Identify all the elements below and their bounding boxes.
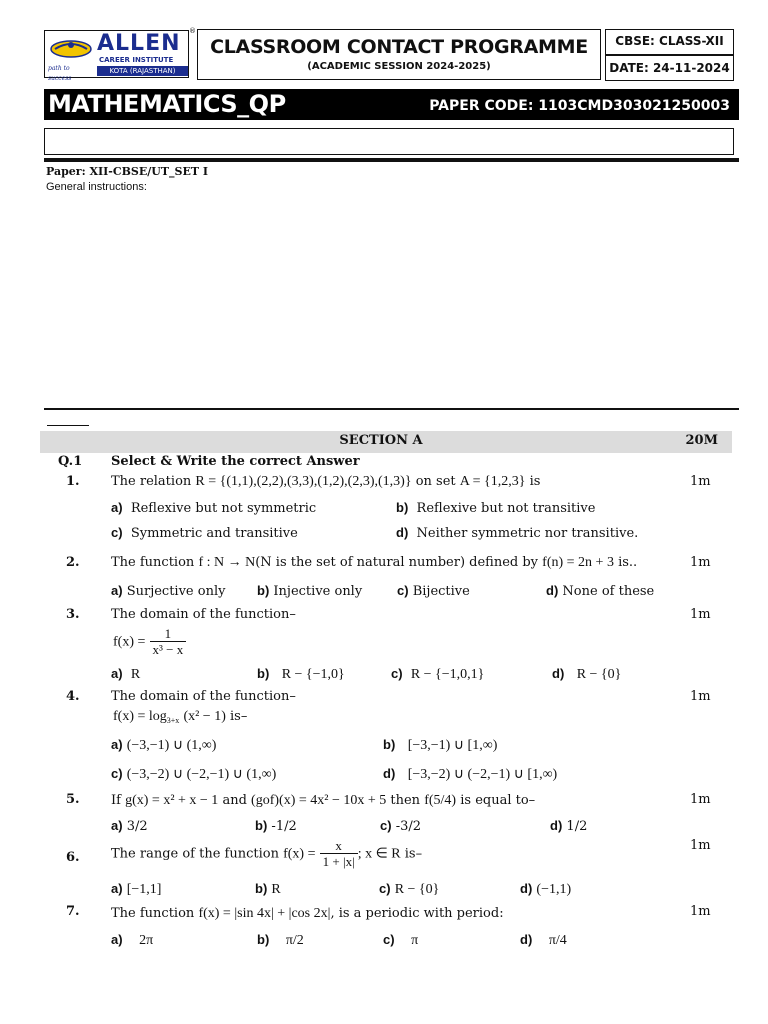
option (396, 500, 595, 516)
option-label: b) (257, 583, 270, 598)
stem-text: is.. (618, 555, 638, 570)
option-label: d) (552, 666, 565, 681)
question-stem: The domain of the function– (111, 689, 296, 704)
question-number: 1. (66, 474, 80, 489)
option (111, 583, 225, 599)
question-marks: 1m (690, 474, 711, 489)
option-label: b) (257, 932, 270, 947)
option-label: a) (111, 881, 123, 896)
option (546, 583, 654, 599)
option (383, 737, 497, 754)
option-text: R − {0} (394, 882, 440, 897)
paper-code: PAPER CODE: 1103CMD303021250003 (429, 98, 730, 114)
option (111, 818, 148, 834)
option-label: a) (111, 932, 123, 947)
subject-title: MATHEMATICS_QP (48, 90, 286, 118)
option (111, 500, 316, 516)
option (257, 666, 345, 683)
option-label: b) (383, 737, 396, 752)
question-stem (111, 474, 540, 490)
question-number: 7. (66, 904, 80, 919)
option (397, 583, 470, 599)
option-label: a) (111, 737, 123, 752)
option-label: c) (111, 525, 123, 540)
option-label: b) (255, 881, 268, 896)
question-number: 2. (66, 555, 80, 570)
option (255, 818, 297, 834)
option-text: (−3,−2) ∪ (−2,−1) ∪ (1,∞) (126, 767, 277, 782)
option (255, 881, 281, 898)
divider (44, 408, 739, 410)
option (550, 818, 587, 834)
logo-tagline: path to success (48, 65, 72, 82)
stem-math: (gof)(x) = 4x² − 10x + 5 (251, 793, 387, 808)
option-text: Neither symmetric nor transitive. (416, 526, 639, 541)
option (383, 766, 557, 783)
title-bar (44, 89, 739, 120)
divider (44, 160, 739, 162)
stem-text: and (222, 793, 247, 808)
fraction (320, 838, 358, 870)
option-label: c) (111, 766, 123, 781)
logo-institute: CAREER INSTITUTE (99, 56, 174, 64)
question-marks: 1m (690, 607, 711, 622)
registered-mark: ® (189, 27, 196, 35)
option-text: [−3,−2) ∪ (−2,−1) ∪ [1,∞) (407, 767, 558, 782)
option-text: None of these (562, 584, 655, 599)
option-text: R − {−1,0} (281, 667, 345, 682)
stem-text: (N is the set of natural number) defined by (255, 555, 539, 570)
question-number: 3. (66, 607, 80, 622)
stem-math: f : N → N (198, 555, 256, 570)
stem-text: , is a periodic with period: (330, 906, 504, 921)
option-text: [−3,−1) ∪ [1,∞) (407, 738, 498, 753)
academic-session: (ACADEMIC SESSION 2024-2025) (307, 61, 491, 72)
question-group-title: Select & Write the correct Answer (111, 454, 360, 469)
option-label: b) (257, 666, 270, 681)
option-label: a) (111, 583, 123, 598)
option-text: Injective only (273, 584, 363, 599)
question-number: 5. (66, 792, 80, 807)
blank-box (44, 128, 734, 155)
option-label: c) (383, 932, 395, 947)
option (257, 583, 362, 599)
option-text: Symmetric and transitive (130, 526, 298, 541)
stem-text: The function (111, 555, 195, 570)
option-text: (−3,−1) ∪ (1,∞) (126, 738, 217, 753)
option (111, 737, 216, 754)
formula-lhs: f(x) = (283, 846, 316, 862)
option-text: 3/2 (126, 819, 148, 834)
option (111, 881, 161, 898)
stem-math: g(x) = x² + x − 1 (125, 793, 219, 808)
option-label: c) (380, 818, 392, 833)
option-text: π (411, 933, 419, 948)
option-text: Reflexive but not symmetric (130, 501, 317, 516)
option-label: d) (396, 525, 409, 540)
fraction (150, 626, 187, 658)
question-stem (111, 838, 422, 870)
option-text: R (130, 667, 141, 682)
question-marks: 1m (690, 838, 711, 853)
question-number: 4. (66, 689, 80, 704)
option-text: π/2 (285, 933, 304, 948)
fraction-denominator: 1 + |x| (320, 853, 358, 870)
stem-math: f(x) = |sin 4x| + |cos 2x| (198, 906, 331, 921)
question-marks: 1m (690, 689, 711, 704)
stem-text: The range of the function (111, 846, 279, 862)
option-text: -1/2 (271, 819, 297, 834)
option-label: a) (111, 818, 123, 833)
stem-text: is (529, 474, 541, 489)
option (257, 932, 304, 949)
date-label: DATE: 24-11-2024 (605, 55, 734, 81)
log-base: 3+x (166, 716, 180, 725)
option (396, 525, 638, 541)
option (391, 666, 484, 683)
option-label: c) (379, 881, 391, 896)
short-divider (47, 425, 89, 426)
option-label: a) (111, 500, 123, 515)
stem-text: The function (111, 906, 195, 921)
option-text: Reflexive but not transitive (416, 501, 596, 516)
question-stem (111, 555, 637, 571)
stem-text: The relation (111, 474, 192, 489)
option (111, 766, 276, 783)
section-header (40, 431, 732, 453)
question-stem: The domain of the function– (111, 607, 296, 622)
option-label: d) (546, 583, 559, 598)
option-text: 1/2 (566, 819, 588, 834)
function-formula (113, 626, 186, 658)
option (520, 932, 567, 949)
fraction-numerator: x (335, 838, 342, 853)
option-text: Bijective (412, 584, 470, 599)
question-number: 6. (66, 850, 80, 865)
stem-math: f(n) = 2n + 3 (542, 555, 614, 570)
option-text: R (271, 882, 281, 897)
stem-math: ; x ∈ R (357, 846, 401, 862)
programme-title: CLASSROOM CONTACT PROGRAMME (210, 36, 588, 58)
stem-math: A = {1,2,3} (459, 474, 526, 489)
stem-math: f(5/4) (424, 793, 457, 808)
section-marks: 20M (685, 433, 718, 448)
option (379, 881, 439, 898)
programme-box (197, 29, 601, 80)
stem-text: is– (230, 709, 248, 724)
fraction-numerator: 1 (164, 626, 172, 641)
option-label: d) (520, 881, 533, 896)
option-label: b) (255, 818, 268, 833)
option-label: d) (383, 766, 396, 781)
general-instructions-label: General instructions: (46, 181, 147, 193)
question-group-number: Q.1 (58, 454, 83, 469)
option (552, 666, 621, 683)
option-label: d) (520, 932, 533, 947)
question-marks: 1m (690, 904, 711, 919)
option (111, 932, 153, 949)
option-text: R − {0} (576, 667, 622, 682)
option-text: [−1,1] (126, 882, 162, 897)
option (111, 666, 140, 683)
stem-text: If (111, 793, 121, 808)
question-stem (111, 793, 535, 809)
option-text: R − {−1,0,1} (410, 667, 485, 682)
stem-math: R = {(1,1),(2,2),(3,3),(1,2),(2,3),(1,3)} (195, 474, 412, 489)
stem-text: is equal to– (460, 793, 536, 808)
formula-lhs: f(x) = log (113, 709, 167, 724)
option-label: b) (396, 500, 409, 515)
stem-text: then (390, 793, 421, 808)
stem-text: on set (415, 474, 456, 489)
stem-text: is– (404, 846, 423, 862)
allen-logo (44, 30, 189, 82)
question-marks: 1m (690, 555, 711, 570)
question-stem (111, 906, 504, 922)
option-label: c) (397, 583, 409, 598)
paper-label: Paper: XII-CBSE/UT_SET I (46, 165, 209, 178)
fraction-denominator: x³ − x (150, 641, 187, 658)
formula-argument: (x² − 1) (183, 709, 226, 724)
section-title: SECTION A (339, 433, 423, 448)
option (380, 818, 421, 834)
option (383, 932, 418, 949)
function-formula (113, 709, 247, 725)
class-label: CBSE: CLASS-XII (605, 29, 734, 55)
option (520, 881, 571, 898)
option-label: a) (111, 666, 123, 681)
question-marks: 1m (690, 792, 711, 807)
option (111, 525, 298, 541)
option-label: c) (391, 666, 403, 681)
option-label: d) (550, 818, 563, 833)
logo-brand: ALLEN (97, 31, 181, 56)
logo-location: KOTA (RAJASTHAN) (97, 66, 188, 76)
allen-emblem-icon (49, 37, 93, 59)
option-text: 2π (139, 933, 154, 948)
option-text: Surjective only (126, 584, 226, 599)
formula-lhs: f(x) = (113, 634, 146, 650)
option-text: (−1,1) (536, 882, 572, 897)
option-text: -3/2 (395, 819, 422, 834)
option-text: π/4 (548, 933, 567, 948)
